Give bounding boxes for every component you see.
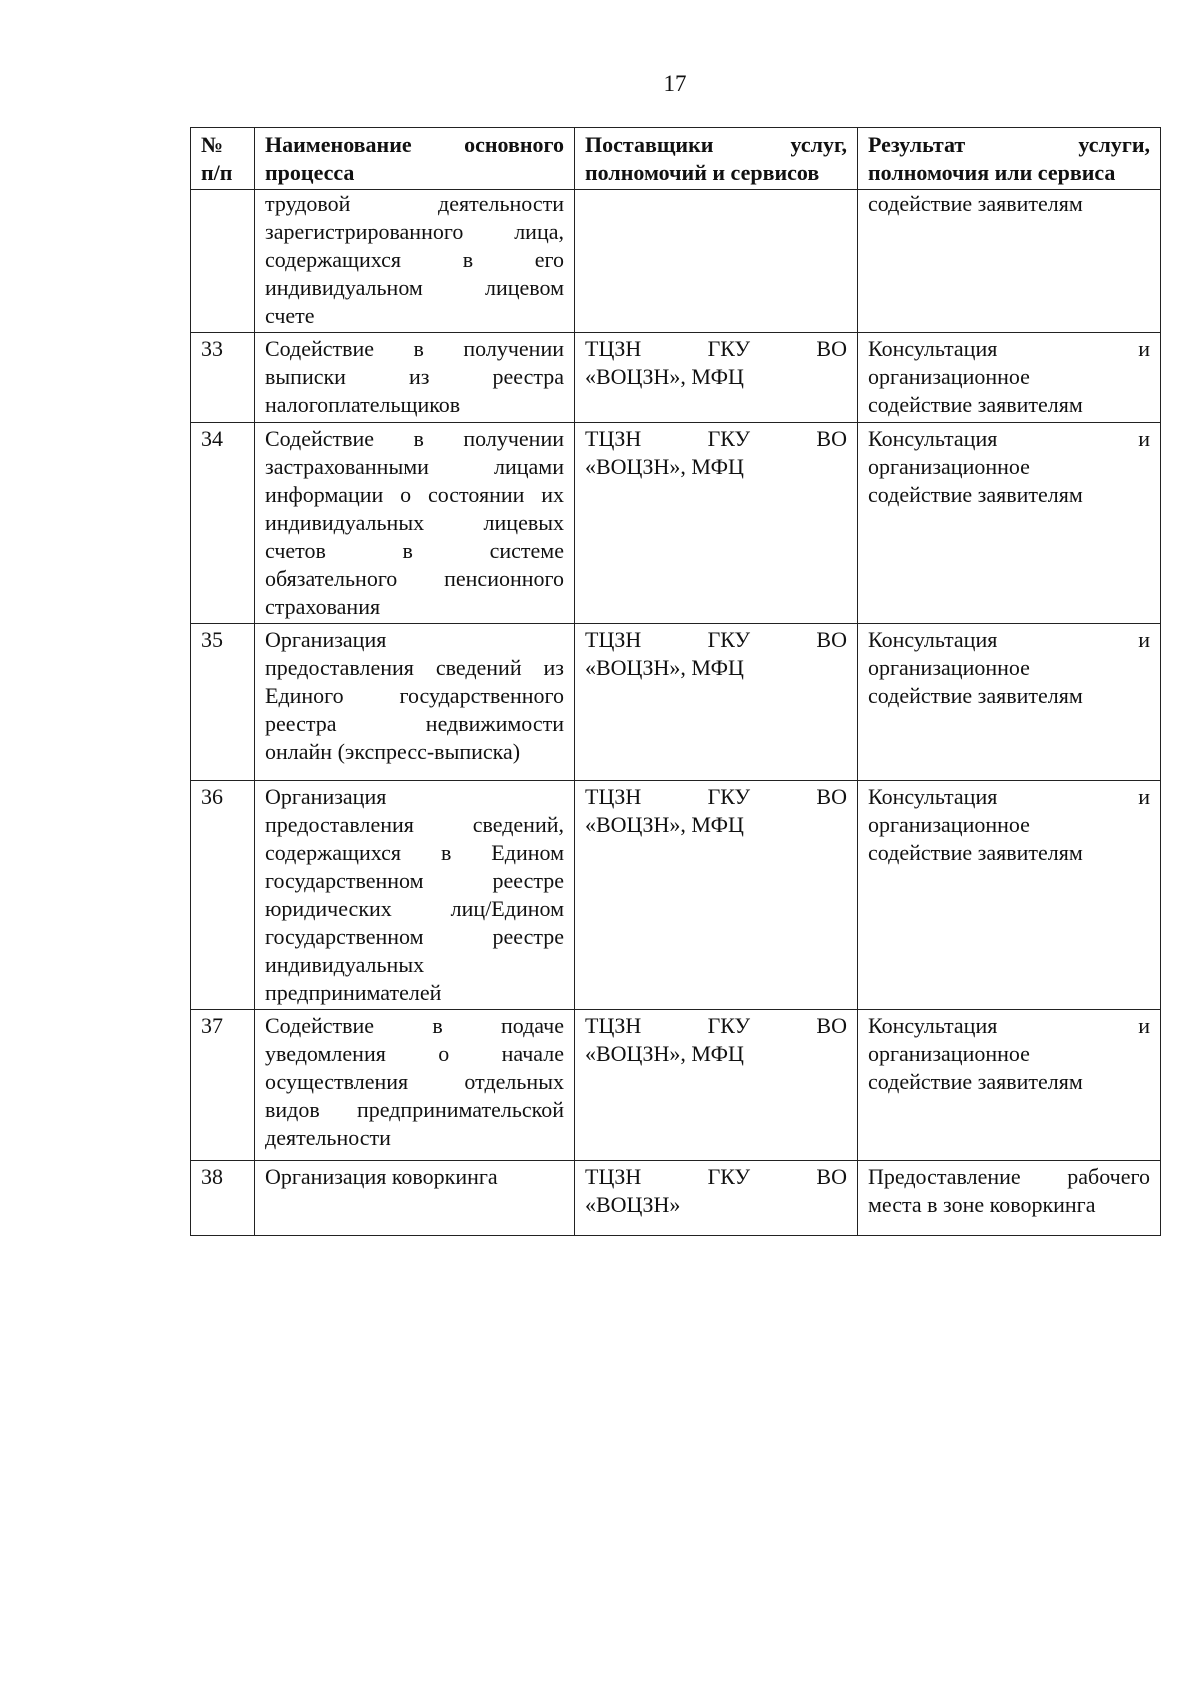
row-number-cell (191, 333, 255, 423)
process-name-line: Содействие в подаче (265, 1013, 564, 1038)
providers-line: «ВОЦЗН», МФЦ (585, 812, 744, 837)
row-number: 38 (201, 1164, 223, 1189)
process-name-line: Единого государственного (265, 683, 564, 708)
result-line: Консультация и (868, 426, 1150, 451)
process-name-line: индивидуальных (265, 952, 425, 977)
row-number: 36 (201, 784, 223, 809)
providers-line: «ВОЦЗН» (585, 1192, 681, 1217)
process-name-line: Содействие в получении (265, 426, 564, 451)
row-number-cell (191, 1161, 255, 1236)
result-line: места в зоне коворкинга (868, 1192, 1096, 1217)
process-name-line: налогоплательщиков (265, 392, 461, 417)
header-name-line: процесса (265, 160, 355, 185)
header-providers (575, 128, 858, 190)
table-row (191, 423, 1161, 624)
providers-cell (575, 423, 858, 624)
table-body (191, 190, 1161, 1236)
providers-line: ТЦЗН ГКУ ВО (585, 336, 847, 361)
process-name-line: реестра недвижимости (265, 711, 564, 736)
header-providers-line: полномочий и сервисов (585, 160, 820, 185)
result-cell (858, 1161, 1161, 1236)
result-line: содействие заявителям (868, 840, 1083, 865)
providers-line: ТЦЗН ГКУ ВО (585, 1013, 847, 1038)
result-cell (858, 333, 1161, 423)
process-name-line: Содействие в получении (265, 336, 564, 361)
result-cell (858, 423, 1161, 624)
header-providers-line: Поставщики услуг, (585, 132, 847, 157)
result-line: организационное (868, 454, 1030, 479)
row-number-cell (191, 624, 255, 781)
providers-cell (575, 1161, 858, 1236)
result-cell (858, 190, 1161, 333)
process-name-line: трудовой деятельности (265, 191, 564, 216)
row-number-cell (191, 781, 255, 1010)
result-line: содействие заявителям (868, 683, 1083, 708)
result-cell (858, 781, 1161, 1010)
row-number: 37 (201, 1013, 223, 1038)
providers-cell (575, 1010, 858, 1161)
providers-cell (575, 190, 858, 333)
table-row (191, 1161, 1161, 1236)
providers-cell (575, 624, 858, 781)
result-line: Предоставление рабочего (868, 1164, 1150, 1189)
process-name-line: предпринимателей (265, 980, 442, 1005)
header-name-line: Наименование основного (265, 132, 564, 157)
row-number-cell (191, 423, 255, 624)
header-name (255, 128, 575, 190)
header-result (858, 128, 1161, 190)
result-cell (858, 1010, 1161, 1161)
header-result-line: полномочия или сервиса (868, 160, 1116, 185)
process-name-cell (255, 1161, 575, 1236)
process-name-cell (255, 190, 575, 333)
process-name-line: зарегистрированного лица, (265, 219, 564, 244)
result-line: содействие заявителям (868, 1069, 1083, 1094)
result-line: содействие заявителям (868, 392, 1083, 417)
process-name-line: содержащихся в его (265, 247, 564, 272)
providers-line: ТЦЗН ГКУ ВО (585, 426, 847, 451)
process-name-line: счете (265, 303, 315, 328)
process-name-line: уведомления о начале (265, 1041, 564, 1066)
row-number-cell (191, 190, 255, 333)
header-num-line: № (201, 132, 224, 157)
process-name-line: государственном реестре (265, 924, 564, 949)
process-name-line: Организация (265, 784, 387, 809)
process-name-line: обязательного пенсионного (265, 566, 564, 591)
providers-line: «ВОЦЗН», МФЦ (585, 655, 744, 680)
result-line: содействие заявителям (868, 191, 1083, 216)
row-number-cell (191, 1010, 255, 1161)
providers-line: ТЦЗН ГКУ ВО (585, 1164, 847, 1189)
process-name-cell (255, 781, 575, 1010)
providers-line: ТЦЗН ГКУ ВО (585, 627, 847, 652)
header-num-line: п/п (201, 160, 233, 185)
table-row (191, 190, 1161, 333)
process-name-line: индивидуальном лицевом (265, 275, 564, 300)
process-name-line: индивидуальных лицевых (265, 510, 564, 535)
process-name-line: юридических лиц/Едином (265, 896, 564, 921)
process-name-cell (255, 624, 575, 781)
page-number: 17 (663, 71, 687, 96)
table-row (191, 1010, 1161, 1161)
providers-cell (575, 333, 858, 423)
process-name-line: застрахованными лицами (265, 454, 564, 479)
process-name-cell (255, 423, 575, 624)
providers-line: «ВОЦЗН», МФЦ (585, 1041, 744, 1066)
result-line: организационное (868, 364, 1030, 389)
providers-line: «ВОЦЗН», МФЦ (585, 364, 744, 389)
table-row (191, 333, 1161, 423)
process-name-cell (255, 1010, 575, 1161)
result-line: организационное (868, 655, 1030, 680)
result-line: Консультация и (868, 1013, 1150, 1038)
table-row (191, 781, 1161, 1010)
process-name-line: предоставления сведений из (265, 655, 564, 680)
process-name-cell (255, 333, 575, 423)
process-name-line: видов предпринимательской (265, 1097, 564, 1122)
result-line: организационное (868, 812, 1030, 837)
result-line: Консультация и (868, 336, 1150, 361)
result-line: Консультация и (868, 627, 1150, 652)
services-table (190, 127, 1161, 1236)
table-header-row (191, 128, 1161, 190)
row-number: 35 (201, 627, 223, 652)
row-number: 33 (201, 336, 223, 361)
header-result-line: Результат услуги, (868, 132, 1150, 157)
process-name-line: Организация коворкинга (265, 1164, 498, 1189)
process-name-line: онлайн (экспресс-выписка) (265, 739, 521, 764)
process-name-line: предоставления сведений, (265, 812, 564, 837)
process-name-line: Организация (265, 627, 387, 652)
row-number: 34 (201, 426, 223, 451)
process-name-line: информации о состоянии их (265, 482, 564, 507)
result-cell (858, 624, 1161, 781)
process-name-line: содержащихся в Едином (265, 840, 564, 865)
providers-line: ТЦЗН ГКУ ВО (585, 784, 847, 809)
process-name-line: счетов в системе (265, 538, 564, 563)
process-name-line: государственном реестре (265, 868, 564, 893)
result-line: организационное (868, 1041, 1030, 1066)
table-row (191, 624, 1161, 781)
providers-line: «ВОЦЗН», МФЦ (585, 454, 744, 479)
result-line: содействие заявителям (868, 482, 1083, 507)
process-name-line: деятельности (265, 1125, 391, 1150)
process-name-line: выписки из реестра (265, 364, 564, 389)
process-name-line: страхования (265, 594, 381, 619)
providers-cell (575, 781, 858, 1010)
header-num (191, 128, 255, 190)
process-name-line: осуществления отдельных (265, 1069, 564, 1094)
result-line: Консультация и (868, 784, 1150, 809)
